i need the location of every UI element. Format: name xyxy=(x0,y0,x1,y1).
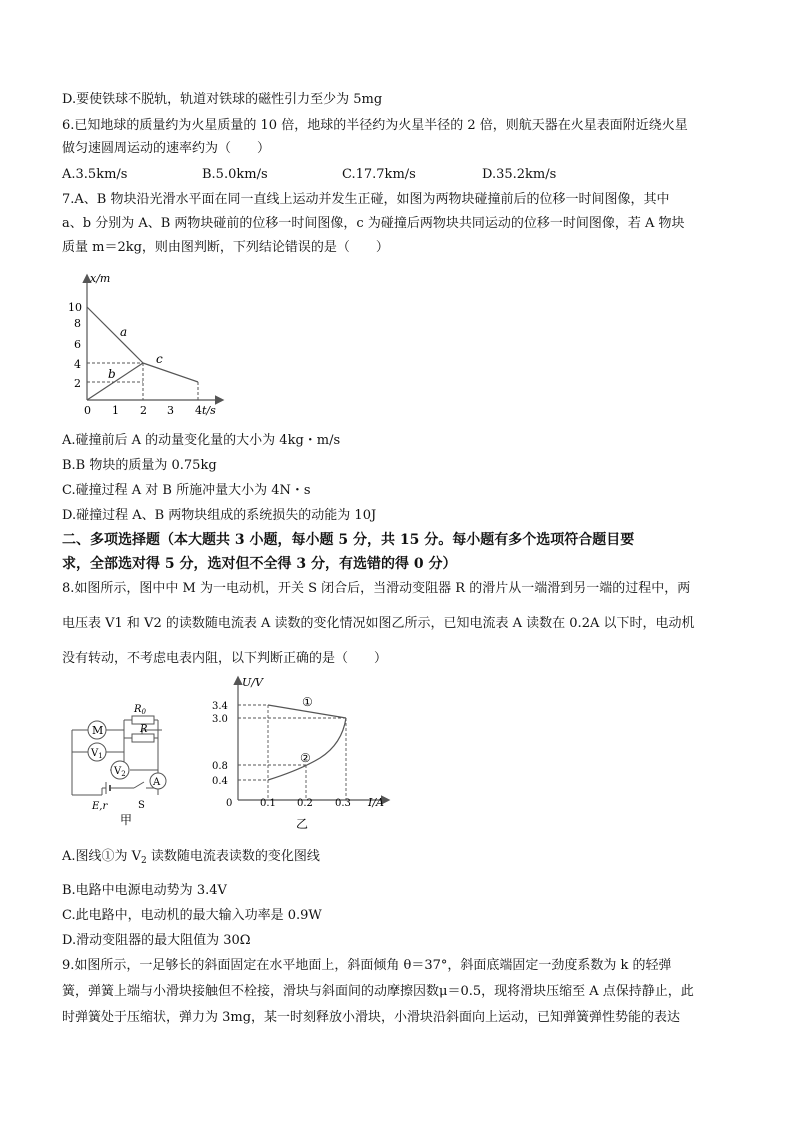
q7-option-d: D.碰撞过程 A、B 两物块组成的系统损失的动能为 10J xyxy=(62,508,377,523)
q6-stem-line1: 6.已知地球的质量约为火星质量的 10 倍，地球的半径约为火星半径的 2 倍，则航天器在火星表面附近绕火星 xyxy=(62,118,688,133)
battery-label: E,r xyxy=(92,801,108,812)
q9-stem-line1: 9.如图所示，一足够长的斜面固定在水平地面上，斜面倾角 θ＝37°，斜面底端固定一劲度系数为 k 的轻弹 xyxy=(62,958,672,973)
q7-stem-line1: 7.A、B 物块沿光滑水平面在同一直线上运动并发生正碰，如图为两物块碰撞前后的位移一时间图像，其中 xyxy=(62,192,670,207)
svg-text:0: 0 xyxy=(226,798,233,809)
q7-y-tick: 6 xyxy=(74,338,81,351)
svg-text:M: M xyxy=(92,724,104,737)
q6-option-b: B.5.0km/s xyxy=(202,167,268,182)
q8-stem-line1: 8.如图所示，图中中 M 为一电动机，开关 S 闭合后，当滑动变阻器 R 的滑片从一端滑到另一端的过程中，两 xyxy=(62,581,691,596)
q8-stem-line2: 电压表 V1 和 V2 的读数随电流表 A 读数的变化情况如图乙所示，已知电流表 A 读数在 0.2A 以下时，电动机 xyxy=(62,616,695,631)
q8-y-axis-label: U/V xyxy=(242,676,263,689)
svg-text:3.0: 3.0 xyxy=(212,714,228,725)
q7-y-tick: 10 xyxy=(68,301,82,314)
q8-curve-1-label: ① xyxy=(302,695,313,709)
q7-x-tick: 0 xyxy=(84,404,91,417)
q5-option-d: D.要使铁球不脱轨，轨道对铁球的磁性引力至少为 5mg xyxy=(62,92,383,107)
q8-circuit-caption: 甲 xyxy=(120,813,133,827)
svg-text:R0: $R_0$ xyxy=(134,704,146,716)
switch-label: S xyxy=(138,800,145,811)
q7-stem-line2: a、b 分别为 A、B 两物块碰前的位移一时间图像，c 为碰撞后两物块共同运动的位移一时间图像，若 A 物块 xyxy=(62,216,685,231)
q6-option-c: C.17.7km/s xyxy=(342,167,416,182)
q7-label-a: a xyxy=(120,325,128,339)
q7-x-tick: 1 xyxy=(112,404,119,417)
q7-y-tick: 4 xyxy=(74,358,81,371)
q8-circuit-diagram xyxy=(62,690,192,830)
q7-option-a: A.碰撞前后 A 的动量变化量的大小为 4kg・m/s xyxy=(62,433,341,448)
q8-option-d: D.滑动变阻器的最大阻值为 30Ω xyxy=(62,933,251,948)
q8-graph-caption: 乙 xyxy=(296,817,309,831)
q9-stem-line3: 时弹簧处于压缩状，弹力为 3mg，某一时刻释放小滑块，小滑块沿斜面向上运动，已知弹簧弹性势能的表达 xyxy=(62,1010,681,1025)
q6-option-a: A.3.5km/s xyxy=(62,167,128,182)
q7-y-axis-label: x/m xyxy=(90,272,111,285)
q7-stem-line3: 质量 m＝2kg，则由图判断，下列结论错误的是（ ） xyxy=(62,240,389,255)
q8-option-b: B.电路中电源电动势为 3.4V xyxy=(62,883,227,898)
q8-option-c: C.此电路中，电动机的最大输入功率是 0.9W xyxy=(62,908,322,923)
q7-option-b: B.B 物块的质量为 0.75kg xyxy=(62,458,217,473)
q7-y-tick: 2 xyxy=(74,377,81,390)
q7-y-tick: 8 xyxy=(74,317,81,330)
svg-text:3.4: 3.4 xyxy=(212,701,228,712)
svg-text:0.2: 0.2 xyxy=(297,798,313,809)
svg-text:R: R xyxy=(140,724,148,735)
svg-text:0.3: 0.3 xyxy=(335,798,351,809)
section2-title-line1: 二、多项选择题（本大题共 3 小题，每小题 5 分，共 15 分。每小题有多个选项符合题目要 xyxy=(62,532,635,548)
svg-text:0.8: 0.8 xyxy=(212,761,228,772)
q8-curve-2-label: ② xyxy=(300,751,311,765)
q6-stem-line2: 做匀速圆周运动的速率约为（ ） xyxy=(62,141,271,156)
q7-x-tick: 3 xyxy=(167,404,174,417)
q8-curve-2 xyxy=(268,718,346,780)
q7-line-c xyxy=(143,363,198,382)
section2-title-line2: 求，全部选对得 5 分，选对但不全得 3 分，有选错的得 0 分） xyxy=(62,556,457,572)
svg-text:V1: $V_1$ xyxy=(91,748,103,760)
q8-option-a: A.图线①为 $V_2$ 读数随电流表读数的变化图线 xyxy=(62,849,320,866)
q6-option-d: D.35.2km/s xyxy=(482,167,557,182)
q9-stem-line2: 簧，弹簧上端与小滑块接触但不栓接，滑块与斜面间的动摩擦因数μ＝0.5，现将滑块压缩至 A 点保持静止，此 xyxy=(62,984,694,999)
q7-x-tick: 2 xyxy=(140,404,147,417)
q7-label-c: c xyxy=(156,352,163,366)
q7-xt-graph xyxy=(60,268,230,418)
q7-line-a xyxy=(87,307,143,363)
svg-text:0.4: 0.4 xyxy=(212,776,228,787)
q8-stem-line3: 没有转动，不考虑电表内阻，以下判断正确的是（ ） xyxy=(62,651,388,666)
q7-option-c: C.碰撞过程 A 对 B 所施冲量大小为 4N・s xyxy=(62,483,311,498)
q7-label-b: b xyxy=(108,367,116,381)
svg-text:0.1: 0.1 xyxy=(260,798,276,809)
q7-x-tick: 4 xyxy=(195,404,202,417)
q8-x-axis-label: I/A xyxy=(368,796,384,809)
q7-x-axis-label: t/s xyxy=(202,404,216,417)
svg-text:V2: $V_2$ xyxy=(114,766,126,778)
q8-ui-graph xyxy=(200,672,400,837)
svg-text:A: A xyxy=(153,777,161,788)
